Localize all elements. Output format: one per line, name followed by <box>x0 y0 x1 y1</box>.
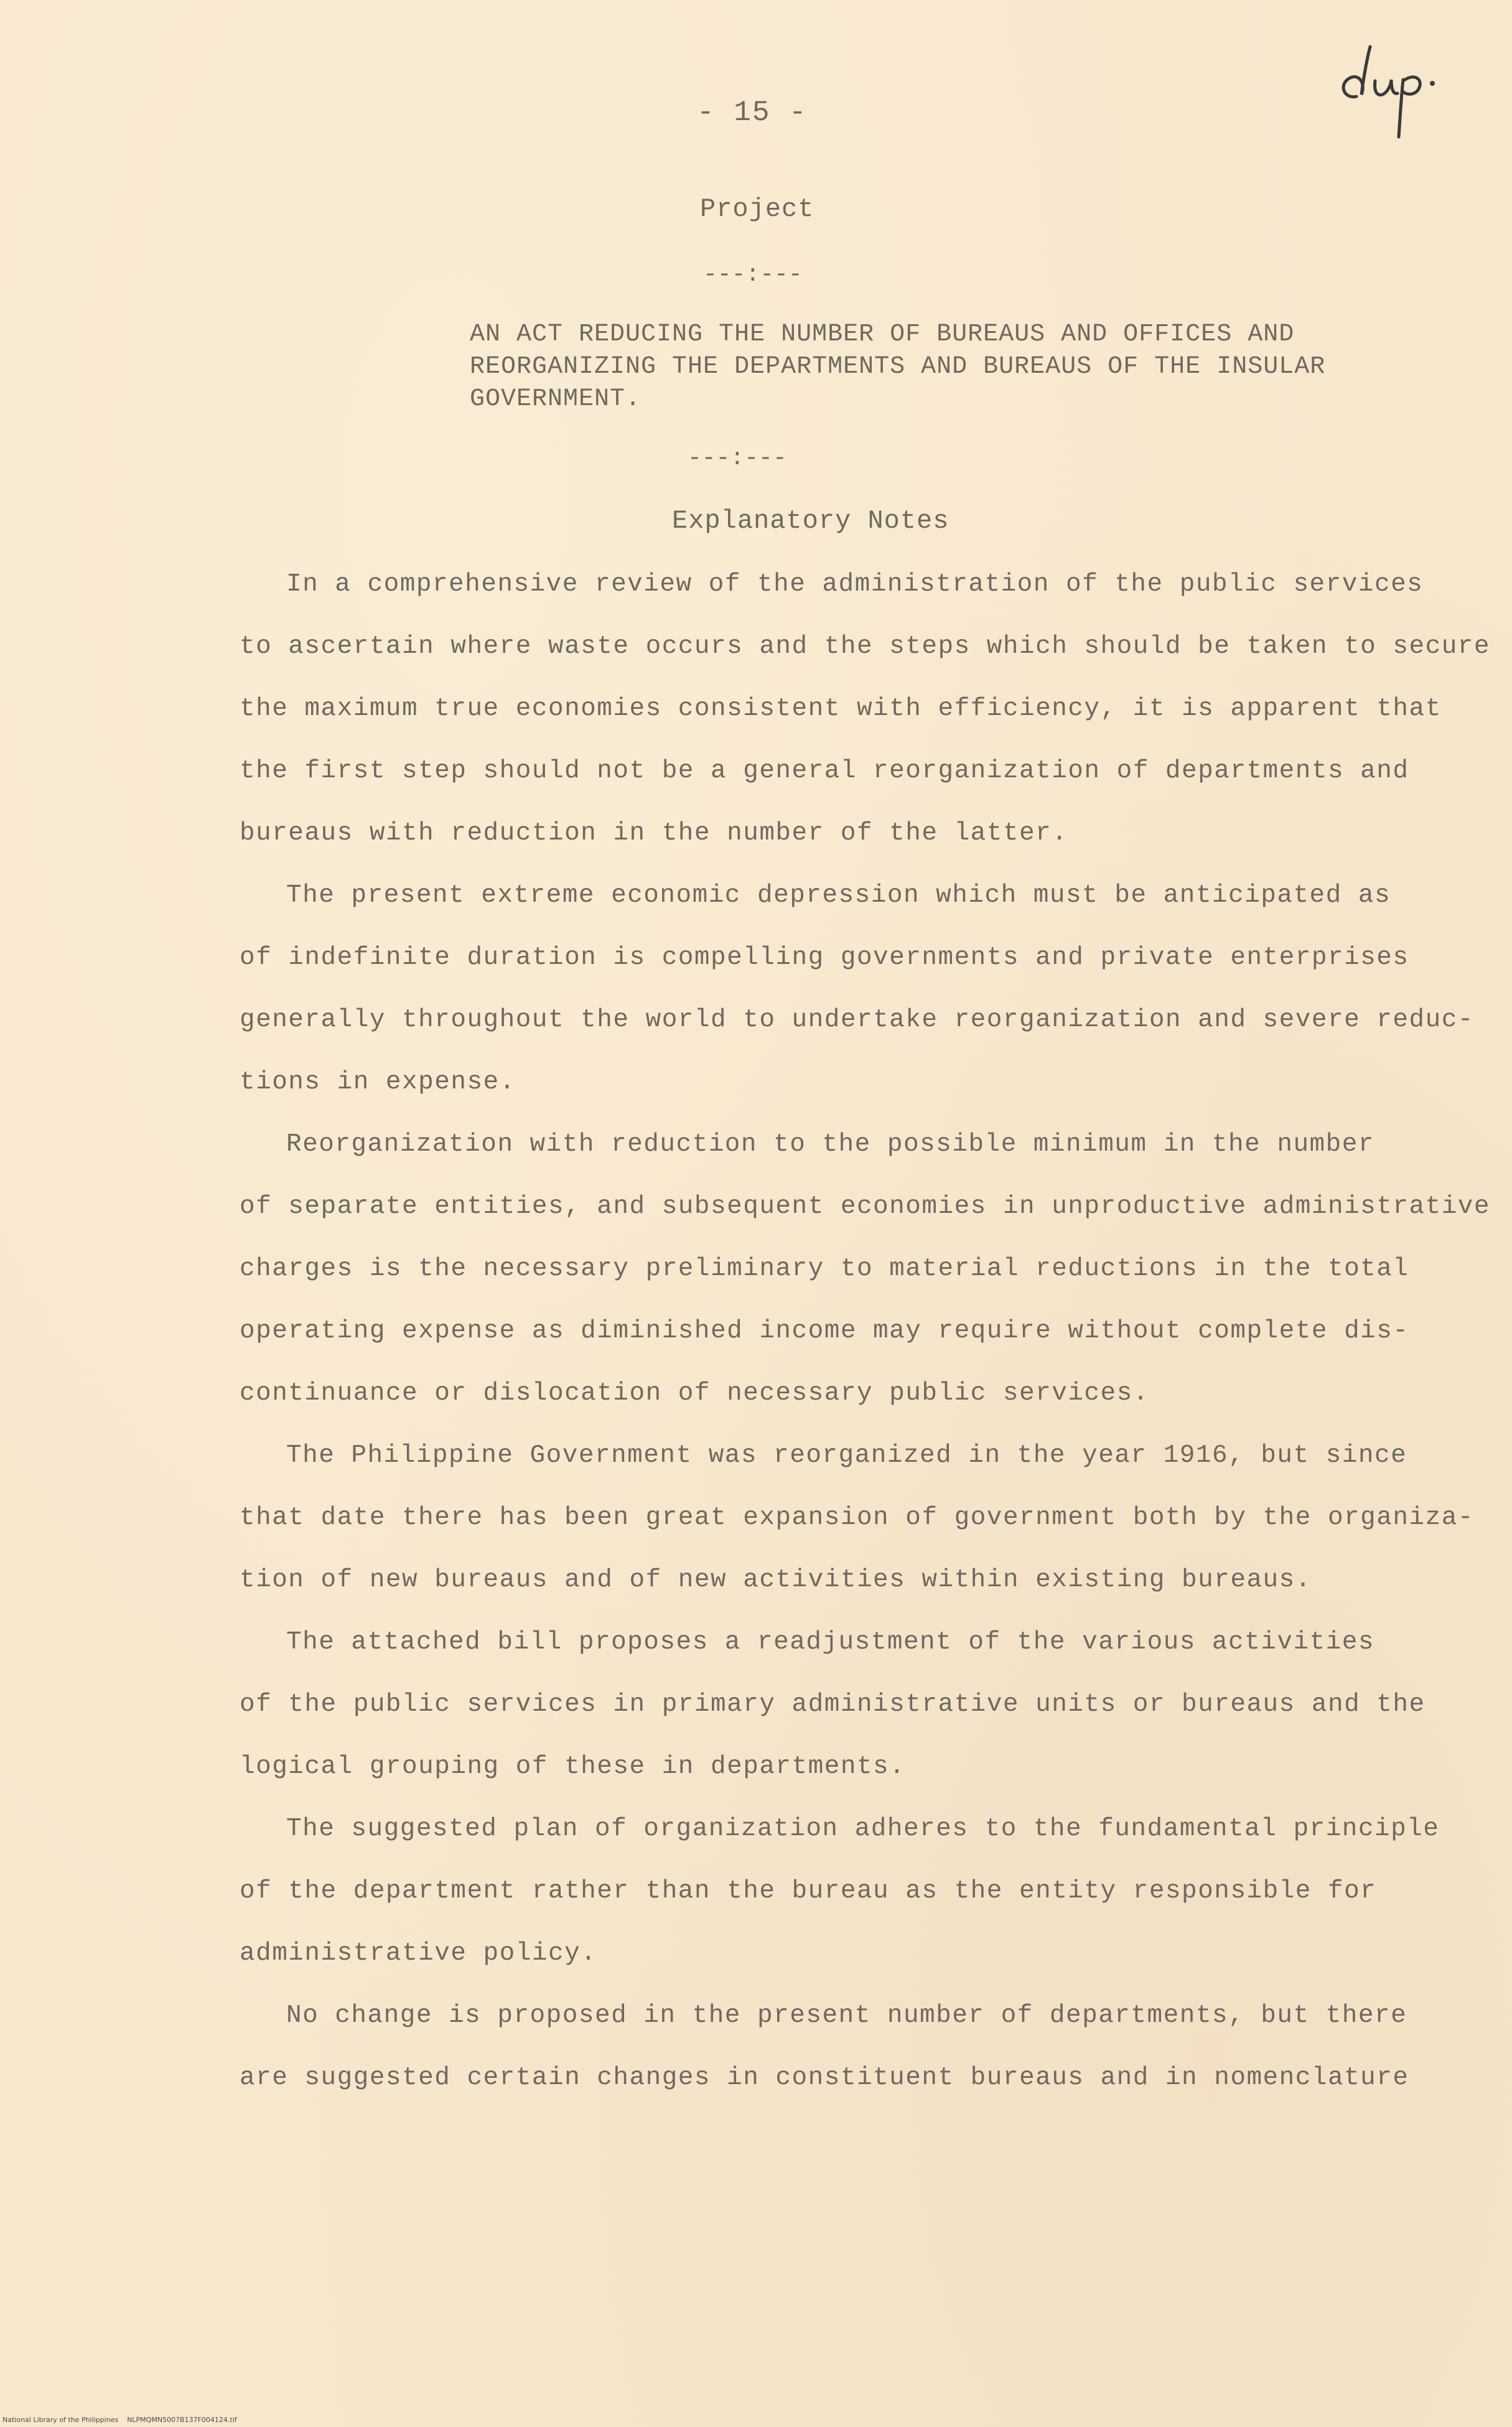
body-line: the first step should not be a general reorganization of departments and <box>240 757 1409 785</box>
page-number: - 15 - <box>697 96 808 129</box>
separator-top: ---:--- <box>703 261 803 288</box>
body-line: are suggested certain changes in constituent bureaus and in nomenclature <box>240 2064 1409 2092</box>
body-line: the maximum true economies consistent with efficiency, it is apparent that <box>240 694 1442 723</box>
body-line: that date there has been great expansion of government both by the organiza- <box>240 1503 1474 1532</box>
act-title: AN ACT REDUCING THE NUMBER OF BUREAUS AND OFFICES AND REORGANIZING THE DEPARTMENTS AND BUREAUS OF THE INSULAR GOVERNMENT. <box>470 320 1326 413</box>
project-label: Project <box>700 194 814 224</box>
body-line: to ascertain where waste occurs and the steps which should be taken to secure <box>240 632 1491 661</box>
body-line: of indefinite duration is compelling governments and private enterprises <box>240 943 1409 972</box>
body-line: No change is proposed in the present number of departments, but there <box>286 2001 1407 2030</box>
body-line: charges is the necessary preliminary to material reductions in the total <box>240 1255 1409 1283</box>
library-stamp: National Library of the Philippines NLPMQMN5007B137F004124.tif <box>2 2416 237 2424</box>
body-line: bureaus with reduction in the number of the latter. <box>240 819 1068 848</box>
body-line: of the department rather than the bureau as the entity responsible for <box>240 1877 1377 1906</box>
body-line: In a comprehensive review of the administration of the public services <box>286 570 1424 599</box>
body-line: The present extreme economic depression which must be anticipated as <box>286 881 1391 910</box>
body-line: administrative policy. <box>240 1939 597 1968</box>
body-line: of the public services in primary administrative units or bureaus and the <box>240 1690 1426 1719</box>
body-line: The attached bill proposes a readjustment of the various activities <box>286 1628 1374 1657</box>
separator-bottom: ---:--- <box>688 445 787 472</box>
body-line: Reorganization with reduction to the possible minimum in the number <box>286 1130 1374 1159</box>
body-line: The suggested plan of organization adheres to the fundamental principle <box>286 1815 1440 1843</box>
body-line: The Philippine Government was reorganized in the year 1916, but since <box>286 1441 1407 1470</box>
body-line: continuance or dislocation of necessary public services. <box>240 1379 1149 1408</box>
body-line: logical grouping of these in departments. <box>240 1752 906 1781</box>
body-line: generally throughout the world to undertake reorganization and severe reduc- <box>240 1006 1474 1034</box>
body-line: tion of new bureaus and of new activities within existing bureaus. <box>240 1566 1312 1594</box>
handwritten-annotation <box>1332 37 1456 143</box>
body-line: tions in expense. <box>240 1068 516 1097</box>
body-line: of separate entities, and subsequent economies in unproductive administrative <box>240 1192 1491 1221</box>
explanatory-notes-heading: Explanatory Notes <box>672 506 950 536</box>
body-line: operating expense as diminished income may require without complete dis- <box>240 1317 1409 1345</box>
